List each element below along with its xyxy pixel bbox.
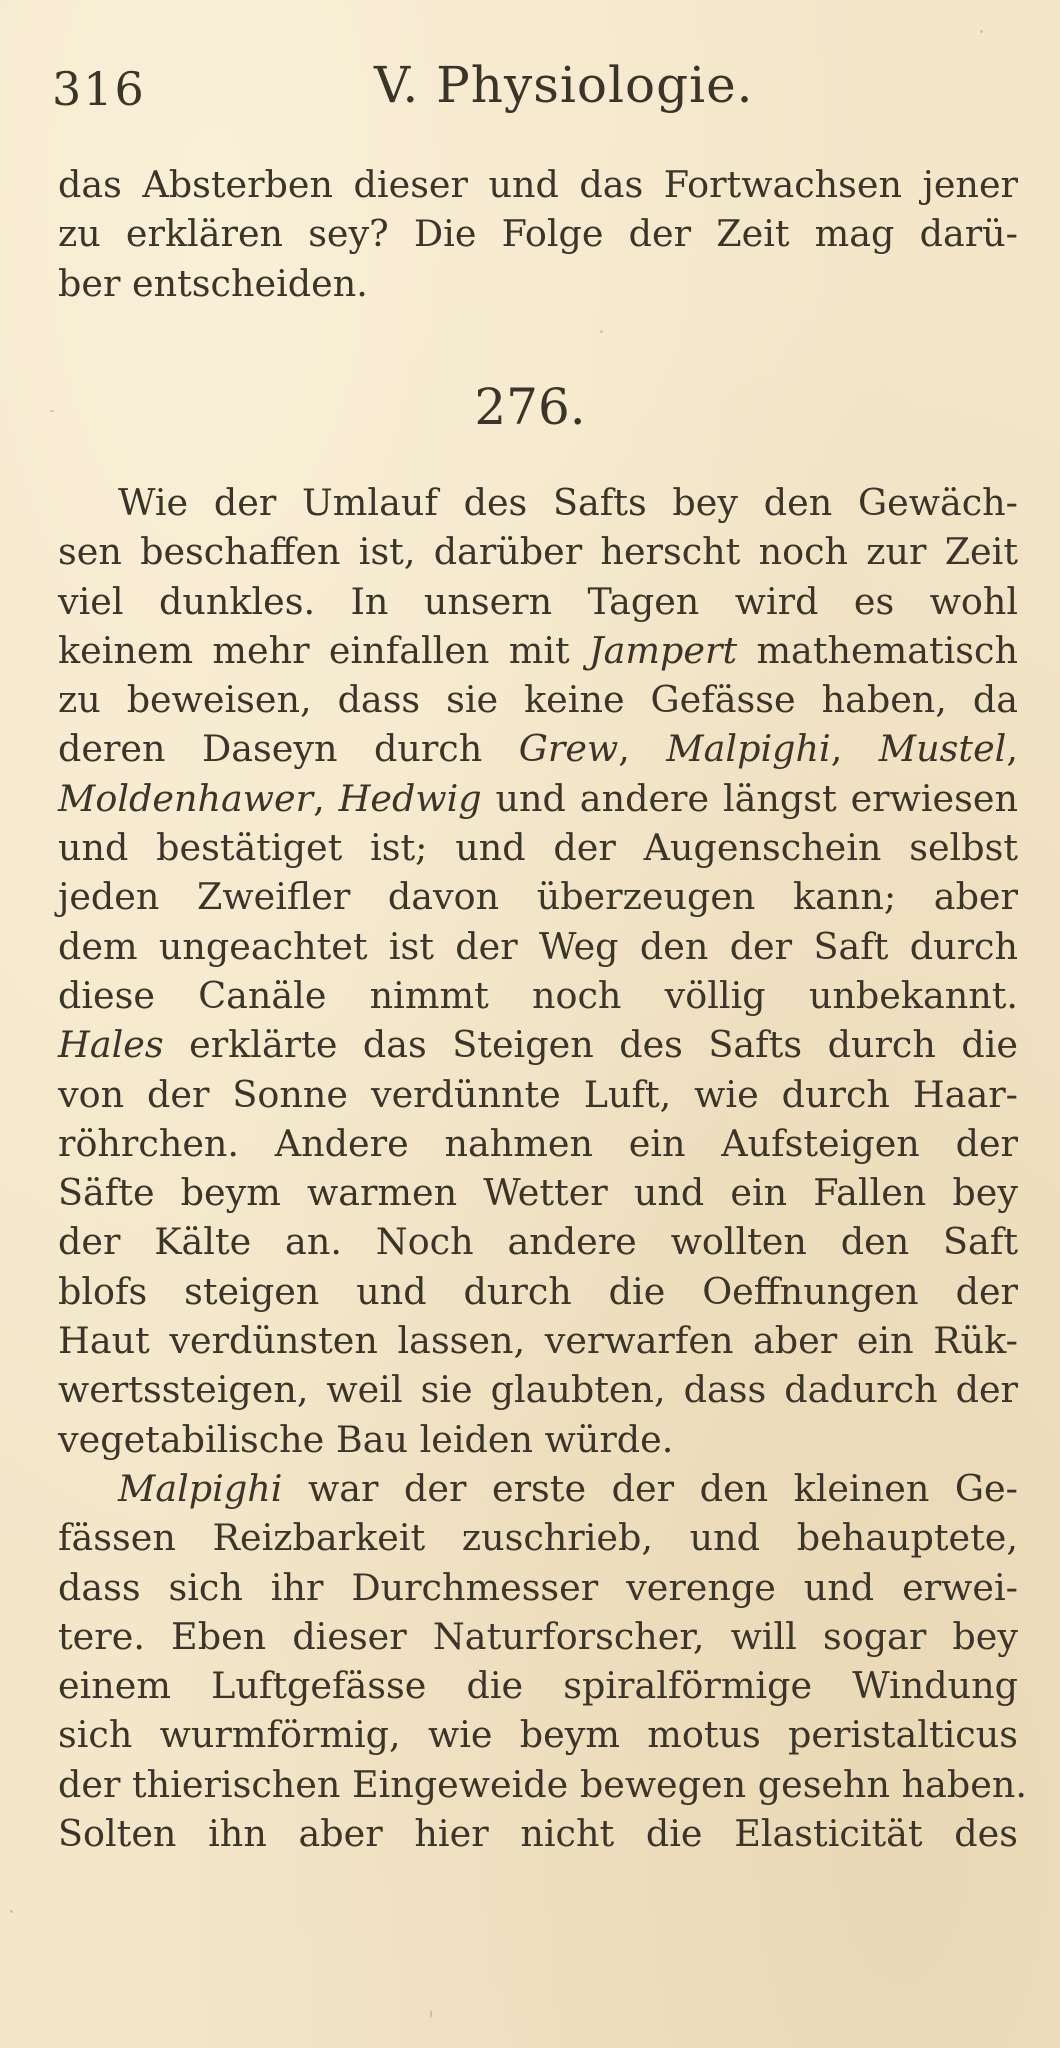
text-line: blofs steigen und durch die Oeffnungen der [58,1269,1018,1313]
text-line: dem ungeachtet ist der Weg den der Saft durch [58,924,1018,968]
author-name: Hales [58,1023,164,1067]
text-line: Hales erklärte das Steigen des Safts durch die [58,1023,1018,1067]
author-name: Hedwig [338,776,482,820]
text-line: viel dunkles. In unsern Tagen wird es wohl [58,579,1018,623]
text-line: tere. Eben dieser Naturforscher, will sogar bey [58,1614,1018,1658]
author-name: Mustel [878,727,1007,771]
text-line: sich wurmförmig, wie beym motus peristalticus [58,1713,1018,1757]
text-line: und bestätiget ist; und der Augenschein selbst [58,826,1018,870]
chapter-title: V. Physiologie. [374,56,754,114]
text-line: diese Canäle nimmt noch völlig unbekannt. [58,973,1018,1017]
paper-speck [980,30,983,33]
author-name: Moldenhawer [58,776,314,820]
text-line: vegetabilische Bau leiden würde. [58,1417,674,1461]
text-line: dass sich ihr Durchmesser verenge und erwei- [58,1565,1018,1609]
text-line: sen beschaffen ist, darüber herscht noch zur Zeit [58,530,1018,574]
author-name: Jampert [589,628,738,672]
author-name: Malpighi [666,727,831,771]
text-line: Säfte beym warmen Wetter und ein Fallen bey [58,1171,1018,1215]
paper-speck [10,1910,13,1913]
text-line: einem Luftgefässe die spiralförmige Windung [58,1664,1018,1708]
author-name: Malpighi [118,1466,283,1510]
text-line: fässen Reizbarkeit zuschrieb, und behauptete, [58,1516,1018,1560]
section-number: 276. [474,378,586,436]
text-line: röhrchen. Andere nahmen ein Aufsteigen der [58,1121,1018,1165]
text-line: Wie der Umlauf des Safts bey den Gewäch- [118,481,1018,524]
text-line: das Absterben dieser und das Fortwachsen jener [58,163,1018,206]
text-line: jeden Zweifler davon überzeugen kann; aber [58,875,1018,919]
section-paragraph [58,478,1027,1858]
paper-speck [50,410,54,412]
text-line: zu beweisen, dass sie keine Gefässe haben, da [58,678,1018,722]
paper-speck [430,2010,432,2018]
text-line: der Kälte an. Noch andere wollten den Saft [58,1220,1018,1264]
page-number: 316 [52,62,146,116]
text-line: ber entscheiden. [58,261,368,305]
text-line: der thierischen Eingeweide bewegen gesehn haben. [58,1762,1027,1806]
continued-paragraph [58,160,1018,308]
running-head [52,56,1012,126]
author-name: Grew [518,727,619,771]
paper-speck [600,330,603,333]
text-line: zu erklären sey? Die Folge der Zeit mag darü- [58,212,1018,256]
text-line: keinem mehr einfallen mit Jampert mathematisch [58,628,1018,672]
text-line: Haut verdünsten lassen, verwarfen aber ein Rük- [58,1319,1018,1363]
text-line: Solten ihn aber hier nicht die Elasticität des [58,1812,1018,1856]
text-line: von der Sonne verdünnte Luft, wie durch Haar- [58,1072,1018,1116]
text-line: Moldenhawer, Hedwig und andere längst erwiesen [58,776,1018,820]
text-line: deren Daseyn durch Grew, Malpighi, Mustel, [58,727,1018,771]
text-line: wertssteigen, weil sie glaubten, dass dadurch der [58,1368,1018,1412]
text-line: Malpighi war der erste der den kleinen Ge- [118,1466,1018,1510]
